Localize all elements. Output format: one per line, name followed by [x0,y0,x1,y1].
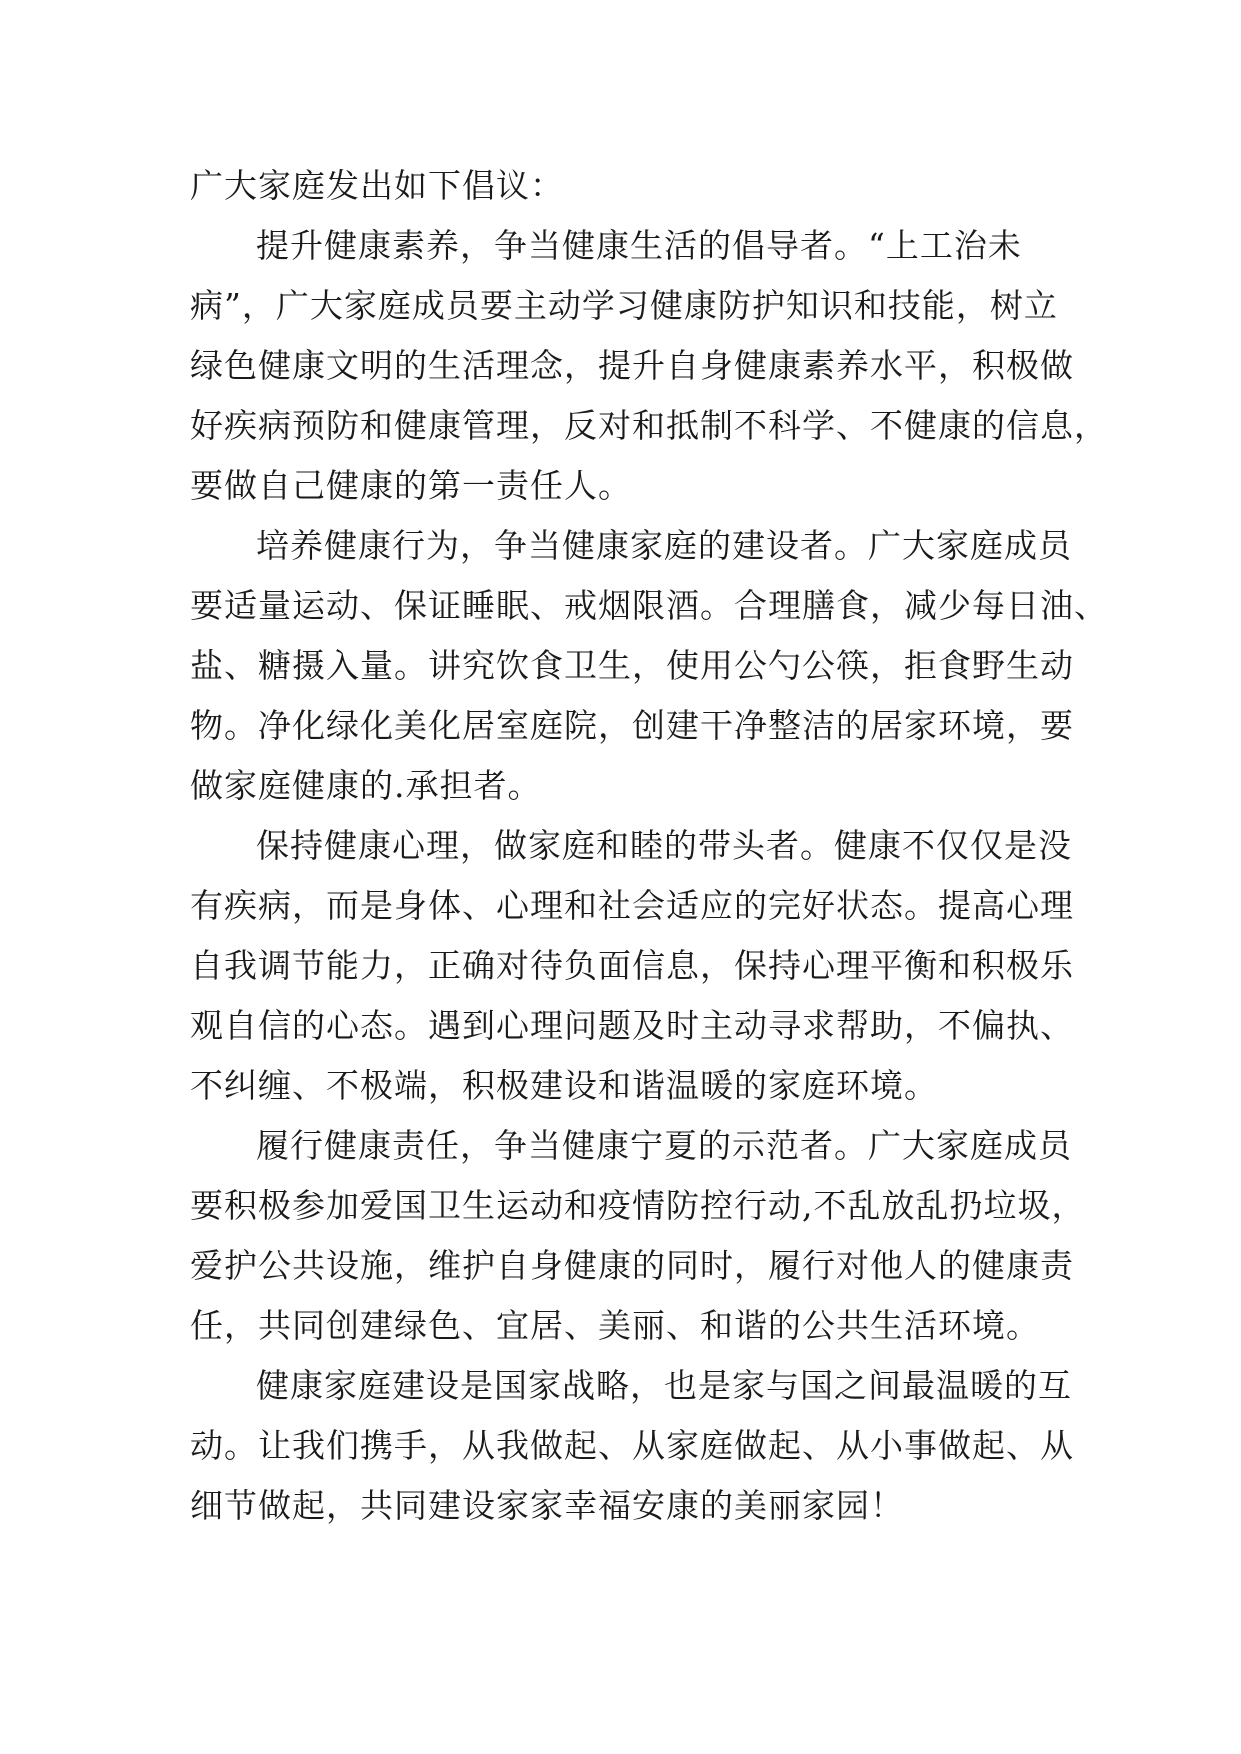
body-text [190,156,1108,1536]
text-line: 要做自己健康的第一责任人。 [190,466,632,505]
text-line: 好疾病预防和健康管理，反对和抵制不科学、不健康的信息， [190,406,1108,445]
text-line: 物。净化绿化美化居室庭院，创建干净整洁的居家环境，要 [190,706,1074,745]
text-line: 培养健康行为，争当健康家庭的建设者。广大家庭成员 [256,526,1072,565]
text-line: 提升健康素养，争当健康生活的倡导者。“上工治未 [256,226,1022,265]
text-line: 盐、糖摄入量。讲究饮食卫生，使用公勺公筷，拒食野生动 [190,646,1074,685]
text-line: 保持健康心理，做家庭和睦的带头者。健康不仅仅是没 [256,826,1072,865]
text-line: 爱护公共设施，维护自身健康的同时，履行对他人的健康责 [190,1246,1074,1285]
text-line: 病”，广大家庭成员要主动学习健康防护知识和技能，树立 [190,286,1058,325]
text-line: 履行健康责任，争当健康宁夏的示范者。广大家庭成员 [256,1126,1072,1165]
text-line: 要适量运动、保证睡眠、戒烟限酒。合理膳食，减少每日油、 [190,586,1108,625]
text-line: 健康家庭建设是国家战略，也是家与国之间最温暖的互 [256,1366,1072,1405]
text-line: 不纠缠、不极端，积极建设和谐温暖的家庭环境。 [190,1066,938,1105]
text-line: 任，共同创建绿色、宜居、美丽、和谐的公共生活环境。 [190,1306,1040,1345]
text-line: 自我调节能力，正确对待负面信息，保持心理平衡和积极乐 [190,946,1074,985]
text-line: 要积极参加爱国卫生运动和疫情防控行动,不乱放乱扔垃圾， [190,1186,1086,1225]
text-line: 做家庭健康的.承担者。 [190,766,542,805]
text-line: 细节做起，共同建设家家幸福安康的美丽家园！ [190,1486,904,1525]
text-line: 有疾病，而是身体、心理和社会适应的完好状态。提高心理 [190,886,1074,925]
text-line: 广大家庭发出如下倡议： [190,166,564,205]
text-line: 动。让我们携手，从我做起、从家庭做起、从小事做起、从 [190,1426,1074,1465]
text-line: 绿色健康文明的生活理念，提升自身健康素养水平，积极做 [190,346,1074,385]
text-line: 观自信的心态。遇到心理问题及时主动寻求帮助，不偏执、 [190,1006,1074,1045]
